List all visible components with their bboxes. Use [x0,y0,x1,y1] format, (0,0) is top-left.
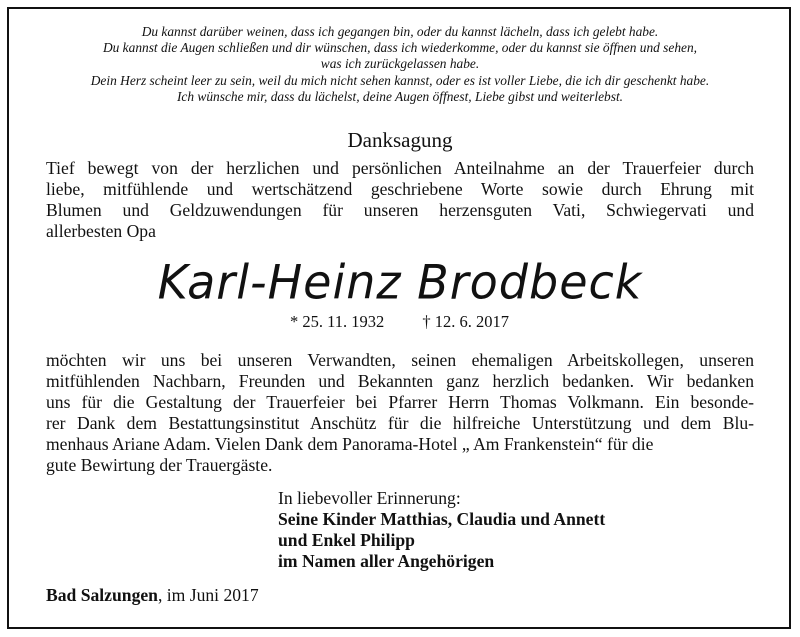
place-date-text: , im Juni 2017 [157,585,259,605]
poem-line: was ich zurückgelassen habe. [320,56,480,72]
life-dates [290,312,509,332]
notice-title: Danksagung [347,128,453,152]
body-line: rer Dank dem Bestattungsinstitut Anschütz für die hilfreiche Unterstützung und dem Blu- [46,413,754,433]
body-line: menhaus Ariane Adam. Vielen Dank dem Panorama-Hotel „ Am Frankenstein“ für die [46,434,654,454]
body-line: mitfühlenden Nachbarn, Freunden und Bekannten ganz herzlich bedanken. Wir bedanken [46,371,754,391]
body-line: möchten wir uns bei unseren Verwandten, seinen ehemaligen Arbeitskollegen, unseren [46,350,754,370]
deceased-name: Karl-Heinz Brodbeck [157,254,643,310]
place-city: Bad Salzungen [46,585,158,605]
body-line: uns für die Gestaltung der Trauerfeier bei Pfarrer Herrn Thomas Volkmann. Ein besonde- [46,392,754,412]
intro-line: Tief bewegt von der herzlichen und persönlichen Anteilnahme an der Trauerfeier durch [46,158,754,178]
intro-paragraph [46,158,754,242]
signature-line: im Namen aller Angehörigen [278,551,495,571]
poem-line: Ich wünsche mir, dass du lächelst, deine Augen öffnest, Liebe gibst und weiterlebst. [176,88,624,104]
death-date: † 12. 6. 2017 [422,312,510,331]
thanks-paragraph [46,350,754,476]
signature-block [278,488,605,572]
poem-line: Du kannst darüber weinen, dass ich gegangen bin, oder du kannst lächeln, dass ich gelebt habe. [141,24,659,39]
signature-line: und Enkel Philipp [278,530,415,550]
signature-line: Seine Kinder Matthias, Claudia und Annett [278,509,606,529]
poem [20,24,780,105]
poem-line: Dein Herz scheint leer zu sein, weil du mich nicht sehen kannst, oder es ist voller Liebe, die ich dir geschenkt habe. [90,72,710,88]
poem-line: Du kannst die Augen schließen und dir wünschen, dass ich wiederkomme, oder du kannst sie öffnen und sehen, [102,40,698,56]
signature-intro: In liebevoller Erinnerung: [278,488,461,508]
intro-line: liebe, mitfühlende und wertschätzend geschriebene Worte sowie durch Ehrung mit [46,179,754,199]
intro-line: allerbesten Opa [46,221,156,241]
body-line: gute Bewirtung der Trauergäste. [46,455,273,475]
birth-date: * 25. 11. 1932 [290,312,385,331]
intro-line: Blumen und Geldzuwendungen für unseren herzensguten Vati, Schwiegervati und [46,200,754,220]
place-date [46,585,259,606]
